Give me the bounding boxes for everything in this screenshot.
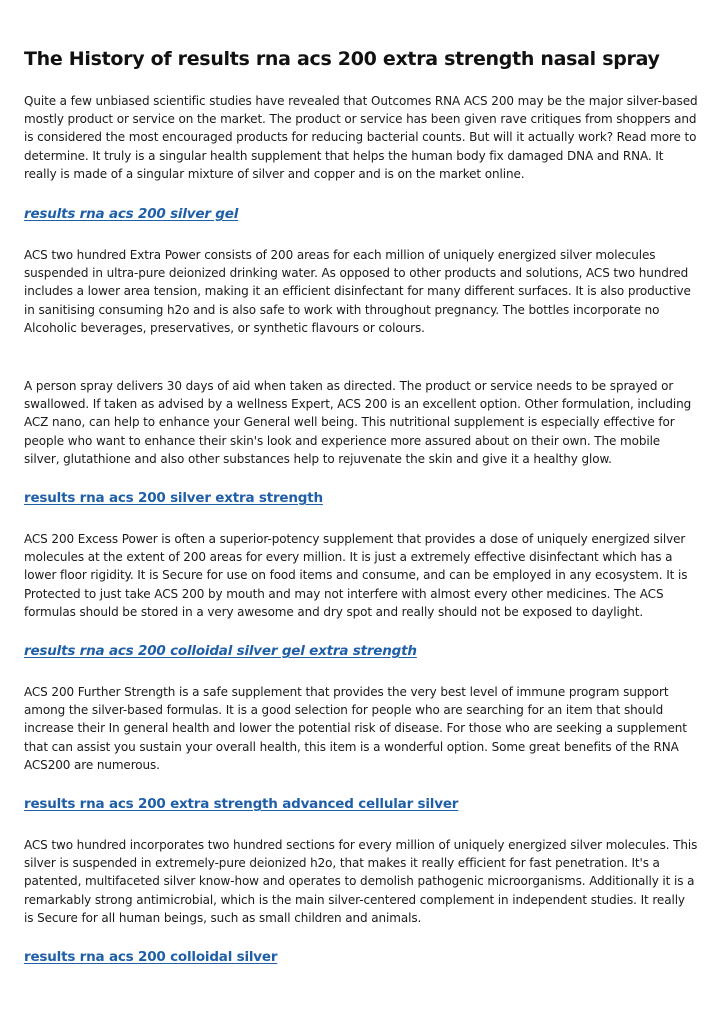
link-colloidal-silver[interactable]: results rna acs 200 colloidal silver	[24, 949, 278, 965]
link-silver-extra-strength[interactable]: results rna acs 200 silver extra strength	[24, 490, 323, 506]
extra-strength-paragraph: ACS 200 Excess Power is often a superior-potency supplement that provides a dose of uniquely energized silver molecules at the extent of 200 areas for every million. It is just a extremely effective disinfectant which has a lower floor rigidity. It is Secure for use on food items and consume, and can be employed in any ecosystem. It is Protected to just take ACS 200 by mouth and may not interfere with almost every other medicines. The ACS formulas should be stored in a very awesome and dry spot and really should not be exposed to daylight.	[24, 532, 688, 619]
spray-paragraph: A person spray delivers 30 days of aid when taken as directed. The product or service needs to be sprayed or swallowed. If taken as advised by a wellness Expert, ACS 200 is an excellent option. Other formulation, including ACZ nano, can help to enhance your General well being. This nutritional supplement is especially effective for people who want to enhance their skin's look and experience more assured about on their own. The mobile silver, glutathione and also other substances help to rejuvenate the skin and give it a healthy glow.	[24, 379, 692, 466]
silver-gel-paragraph: ACS two hundred Extra Power consists of 200 areas for each million of uniquely energized silver molecules suspended in ultra-pure deionized drinking water. As opposed to other products and solutions, ACS two hundred includes a lower area tension, making it an efficient disinfectant for many different surfaces. It is also productive in sanitising consuming h2o and is also safe to work with throughout pregnancy. The bottles incorporate no Alcoholic beverages, preservatives, or synthetic flavours or colours.	[24, 248, 691, 335]
link-silver-gel[interactable]: results rna acs 200 silver gel	[24, 206, 239, 222]
intro-paragraph: Quite a few unbiased scientific studies have revealed that Outcomes RNA ACS 200 may be the major silver-based mostly product or service on the market. The product or service has been given rave critiques from shoppers and is considered the most encouraged products for reducing bacterial counts. But will it actually work? Read more to determine. It truly is a singular health supplement that helps the human body fix damaged DNA and RNA. It really is made of a singular mixture of silver and copper and is on the market online.	[24, 94, 698, 181]
link-colloidal-silver-gel-extra-strength[interactable]: results rna acs 200 colloidal silver gel extra strength	[24, 643, 417, 659]
link-advanced-cellular-silver[interactable]: results rna acs 200 extra strength advanced cellular silver	[24, 796, 459, 812]
cellular-silver-paragraph: ACS two hundred incorporates two hundred sections for every million of uniquely energized silver molecules. This silver is suspended in extremely-pure deionized h2o, that makes it really efficient for fast penetration. It's a patented, multifaceted silver know-how and operates to demolish pathogenic microorganisms. Additionally it is a remarkably strong antimicrobial, which is the main silver-centered complement in independent studies. It really is Secure for all human beings, such as small children and animals.	[24, 838, 698, 925]
page-title: The History of results rna acs 200 extra strength nasal spray	[24, 48, 660, 70]
further-strength-paragraph: ACS 200 Further Strength is a safe supplement that provides the very best level of immune program support among the silver-based formulas. It is a good selection for people who are searching for an item that should increase their In general health and lower the potential risk of disease. For those who are seeking a supplement that can assist you sustain your overall health, this item is a wonderful option. Some great benefits of the RNA ACS200 are numerous.	[24, 685, 687, 772]
